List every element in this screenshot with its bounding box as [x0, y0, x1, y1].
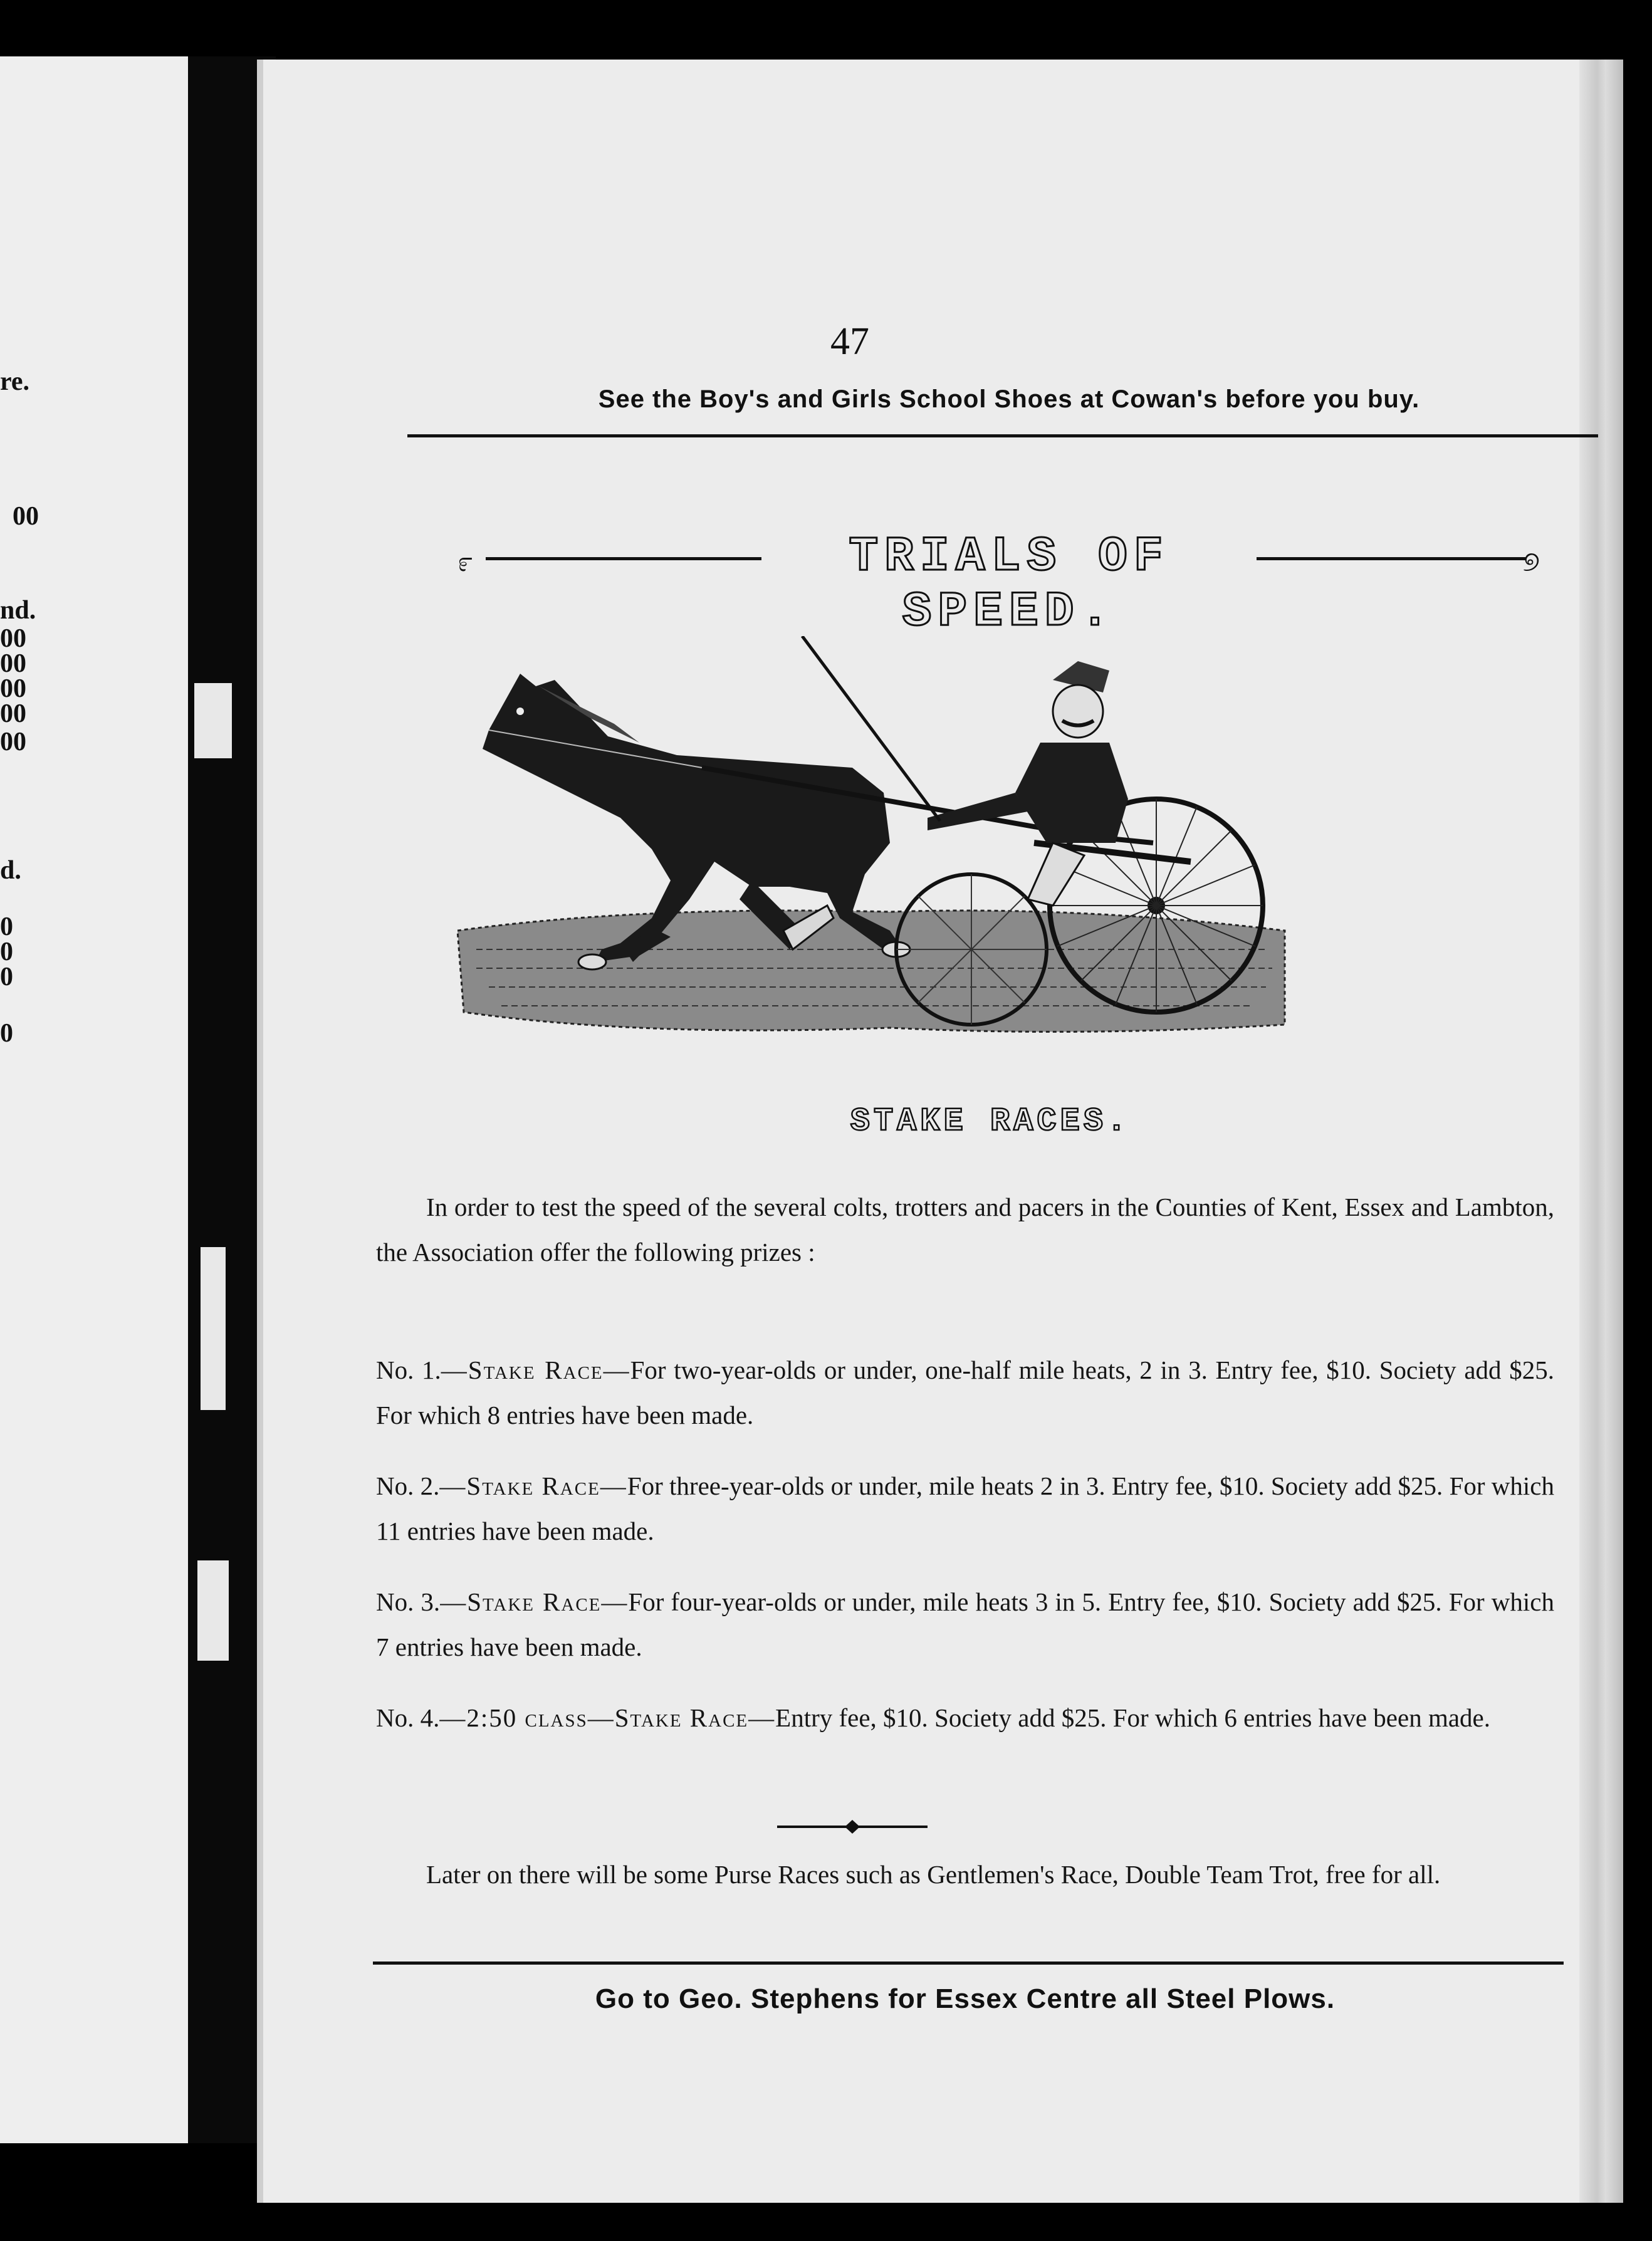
left-page-fragment: 00 [0, 728, 26, 756]
header-advertisement: See the Boy's and Girls School Shoes at Cowan's before you buy. [598, 385, 1420, 413]
race-kind: —Stake Race— [440, 1587, 629, 1616]
stake-race-3 [376, 1579, 1554, 1669]
page-title: TRIALS OF SPEED. [849, 530, 1169, 640]
title-rule-right [1257, 557, 1526, 560]
closing-paragraph: Later on there will be some Purse Races such as Gentlemen's Race, Double Team Trot, free for all. [426, 1860, 1441, 1889]
footer-advertisement: Go to Geo. Stephens for Essex Centre all Steel Plows. [595, 1983, 1336, 2014]
race-kind: —Stake Race— [439, 1471, 627, 1500]
title-row [457, 530, 1548, 640]
left-page-fragment: 00 [13, 502, 39, 531]
title-rule-left [486, 557, 761, 560]
ornamental-divider [777, 1817, 928, 1836]
header-rule [407, 434, 1598, 437]
left-page-fragment: nd. [0, 596, 36, 625]
race-details: For three-year-olds or under, mile heats 2 in 3. Entry fee, $10. Society add $25. For which 11 entries have been made. [376, 1471, 1554, 1545]
scroll-ornament-right-icon: ୭ [1523, 546, 1540, 578]
race-number: No. 1. [376, 1356, 441, 1384]
race-details: Entry fee, $10. Society add $25. For which 6 entries have been made. [775, 1703, 1490, 1732]
book-page [257, 60, 1623, 2203]
race-kind: —2:50 class—Stake Race— [439, 1703, 776, 1732]
left-page-fragment: 00 [0, 624, 26, 653]
page-edge [1579, 60, 1623, 2203]
scroll-ornament-left-icon: ೯ [457, 546, 473, 578]
horse-and-sulky-illustration [451, 636, 1304, 1087]
left-page-fragment: 00 [0, 674, 26, 703]
intro-paragraph: In order to test the speed of the several colts, trotters and pacers in the Counties of Kent, Essex and Lambton, the Association offer the following prizes : [376, 1193, 1554, 1267]
stake-race-2 [376, 1463, 1554, 1554]
page-number: 47 [830, 320, 869, 363]
left-page-fragment: 00 [0, 699, 26, 728]
race-details: For four-year-olds or under, mile heats 3 in 5. Entry fee, $10. Society add $25. For which 7 entries have been made. [376, 1587, 1554, 1661]
section-subtitle: STAKE RACES. [850, 1103, 1131, 1140]
footer-rule [373, 1962, 1564, 1965]
left-page-fragment: 0 [0, 963, 13, 991]
race-kind: —Stake Race— [441, 1356, 630, 1384]
left-page-fragment: 00 [0, 649, 26, 678]
stake-race-4 [376, 1695, 1554, 1740]
race-details: For two-year-olds or under, one-half mile heats, 2 in 3. Entry fee, $10. Society add $25. For which 8 entries have been made. [376, 1356, 1554, 1429]
race-number: No. 3. [376, 1587, 441, 1616]
stake-race-1 [376, 1347, 1554, 1438]
left-page-fragment: 0 [0, 938, 13, 966]
left-page-fragment: 0 [0, 1019, 13, 1048]
race-number: No. 4. [376, 1703, 440, 1732]
race-number: No. 2. [376, 1471, 440, 1500]
left-page-fragment: 0 [0, 912, 13, 941]
left-page-fragment: re. [0, 367, 30, 396]
left-page-fragment: d. [0, 856, 21, 885]
